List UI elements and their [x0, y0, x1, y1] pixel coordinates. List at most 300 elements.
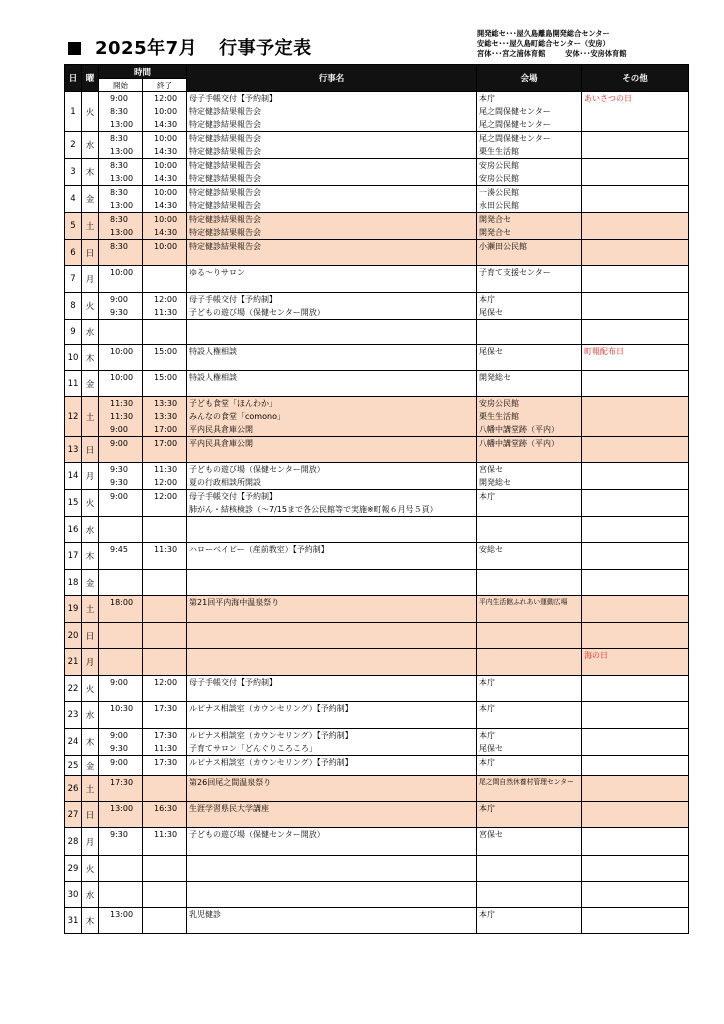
event-cell	[187, 756, 477, 776]
venue-cell-line: 本庁	[479, 678, 496, 687]
start-time-cell-line: 13:00	[110, 120, 134, 129]
event-cell	[187, 320, 477, 345]
start-time-cell	[99, 570, 143, 596]
start-time-cell-line: 9:00	[110, 439, 128, 448]
event-cell	[187, 132, 477, 159]
start-time-cell-line: 9:00	[110, 758, 128, 767]
event-cell	[187, 186, 477, 213]
venue-cell	[477, 240, 582, 266]
start-time-cell	[99, 240, 143, 266]
end-time-cell	[143, 856, 187, 882]
start-time-cell	[99, 676, 143, 702]
start-time-cell	[99, 623, 143, 649]
start-time-cell-line: 13:00	[110, 804, 134, 813]
end-time-cell-line: 12:00	[154, 94, 178, 103]
weekday-cell: 日	[82, 623, 99, 649]
start-time-cell	[99, 463, 143, 490]
end-time-cell	[143, 371, 187, 397]
start-time-cell-line: 13:00	[110, 174, 134, 183]
venue-cell	[477, 828, 582, 856]
weekday-cell: 水	[82, 320, 99, 345]
start-time-cell	[99, 159, 143, 186]
other-cell	[582, 266, 689, 293]
weekday-cell: 火	[82, 490, 99, 517]
start-time-cell	[99, 517, 143, 543]
end-time-cell	[143, 92, 187, 132]
start-time-cell	[99, 729, 143, 756]
black-square-icon	[68, 42, 81, 55]
header-other: その他	[582, 65, 689, 92]
start-time-cell-line: 11:30	[110, 399, 134, 408]
end-time-cell	[143, 623, 187, 649]
venue-cell-line: 尾保セ	[479, 308, 504, 317]
end-time-cell	[143, 345, 187, 371]
event-cell-line: 生涯学習県民大学講座	[189, 804, 270, 813]
end-time-cell	[143, 676, 187, 702]
day-cell: 24	[65, 729, 82, 756]
venue-cell	[477, 856, 582, 882]
table-row	[65, 320, 689, 345]
weekday-cell: 火	[82, 676, 99, 702]
start-time-cell	[99, 186, 143, 213]
weekday-cell: 火	[82, 92, 99, 132]
start-time-cell-line: 9:00	[110, 425, 128, 434]
weekday-cell: 水	[82, 882, 99, 908]
venue-cell	[477, 186, 582, 213]
venue-cell-line: 尾保セ	[479, 347, 504, 356]
legend-line	[477, 49, 626, 59]
event-cell-line: 子育てサロン「どんぐりころころ」	[189, 744, 318, 753]
end-time-cell	[143, 240, 187, 266]
start-time-cell-line: 9:00	[110, 731, 128, 740]
weekday-cell: 木	[82, 543, 99, 570]
venue-cell-line: 八幡中講堂跡（平内）	[479, 439, 560, 448]
start-time-cell-line: 11:30	[110, 412, 134, 421]
day-cell: 8	[65, 293, 82, 320]
end-time-cell	[143, 320, 187, 345]
schedule-table	[64, 64, 689, 934]
venue-cell	[477, 132, 582, 159]
end-time-cell	[143, 463, 187, 490]
end-time-cell-line: 10:00	[154, 161, 178, 170]
table-row	[65, 240, 689, 266]
start-time-cell	[99, 345, 143, 371]
end-time-cell-line: 17:30	[154, 731, 178, 740]
day-cell: 9	[65, 320, 82, 345]
end-time-cell-line: 14:30	[154, 201, 178, 210]
legend-item: 安体･･･安房体育館	[565, 49, 627, 58]
end-time-cell	[143, 828, 187, 856]
end-time-cell-line: 12:00	[154, 478, 178, 487]
start-time-cell-line: 9:30	[110, 744, 128, 753]
end-time-cell-line: 17:30	[154, 704, 178, 713]
event-cell-line: 子どもの遊び場（保健センター開放）	[189, 830, 325, 839]
end-time-cell-line: 10:00	[154, 134, 178, 143]
start-time-cell-line: 9:30	[110, 830, 128, 839]
start-time-cell	[99, 490, 143, 517]
event-cell	[187, 293, 477, 320]
other-cell	[582, 159, 689, 186]
end-time-cell	[143, 293, 187, 320]
start-time-cell	[99, 828, 143, 856]
table-row	[65, 702, 689, 729]
event-cell	[187, 92, 477, 132]
other-cell	[582, 213, 689, 240]
weekday-cell: 土	[82, 776, 99, 802]
start-time-cell-line: 9:00	[110, 94, 128, 103]
table-row	[65, 856, 689, 882]
venue-cell-line: 本庁	[479, 758, 496, 767]
event-cell-line: 特定健診結果報告会	[189, 215, 262, 224]
header-start: 開始	[99, 79, 143, 92]
other-cell	[582, 371, 689, 397]
event-cell	[187, 463, 477, 490]
event-cell	[187, 517, 477, 543]
venue-cell-line: 開発総セ	[479, 373, 512, 382]
event-cell-line: 特定健診結果報告会	[189, 134, 262, 143]
table-row	[65, 649, 689, 676]
other-cell	[582, 293, 689, 320]
start-time-cell	[99, 320, 143, 345]
event-cell-line: 特定健診結果報告会	[189, 147, 262, 156]
event-cell-line: ルピナス相談室（カウンセリング）【予約制】	[189, 758, 353, 767]
day-cell: 31	[65, 908, 82, 934]
event-cell-line: みんなの食堂「comono」	[189, 412, 285, 421]
start-time-cell-line: 13:00	[110, 910, 134, 919]
start-time-cell-line: 8:30	[110, 242, 128, 251]
end-time-cell-line: 17:00	[154, 425, 178, 434]
venue-cell-line: 栗生生活館	[479, 412, 520, 421]
event-cell	[187, 543, 477, 570]
venue-cell	[477, 570, 582, 596]
start-time-cell-line: 9:00	[110, 492, 128, 501]
weekday-cell: 土	[82, 596, 99, 623]
event-cell	[187, 345, 477, 371]
start-time-cell	[99, 596, 143, 623]
other-cell	[582, 776, 689, 802]
other-cell	[582, 437, 689, 463]
venue-cell-line: 開発合セ	[479, 228, 512, 237]
start-time-cell	[99, 649, 143, 676]
table-row	[65, 570, 689, 596]
weekday-cell: 月	[82, 649, 99, 676]
end-time-cell	[143, 266, 187, 293]
other-cell	[582, 756, 689, 776]
day-cell: 28	[65, 828, 82, 856]
start-time-cell	[99, 266, 143, 293]
venue-cell-line: 宮保セ	[479, 465, 504, 474]
venue-cell-line: 栗生生活館	[479, 147, 520, 156]
weekday-cell: 木	[82, 345, 99, 371]
venue-cell	[477, 266, 582, 293]
legend-line: 安総セ･･･屋久島町総合センター（安房）	[477, 39, 610, 48]
weekday-cell: 木	[82, 159, 99, 186]
event-cell-line: 第21回平内海中温泉祭り	[189, 598, 280, 607]
start-time-cell	[99, 437, 143, 463]
header-end: 終了	[143, 79, 187, 92]
day-cell: 6	[65, 240, 82, 266]
venue-cell-line: 開発合セ	[479, 215, 512, 224]
venue-cell	[477, 463, 582, 490]
end-time-cell	[143, 776, 187, 802]
start-time-cell	[99, 856, 143, 882]
event-cell-line: 乳児健診	[189, 910, 222, 919]
day-cell: 29	[65, 856, 82, 882]
start-time-cell	[99, 882, 143, 908]
venue-cell-line: 平内生活館ふれあい運動広場	[479, 598, 568, 606]
venue-cell	[477, 756, 582, 776]
day-cell: 21	[65, 649, 82, 676]
end-time-cell-line: 12:00	[154, 295, 178, 304]
venue-cell-line: 子育て支援センター	[479, 268, 551, 277]
event-cell-line: 特定健診結果報告会	[189, 228, 262, 237]
weekday-cell: 日	[82, 437, 99, 463]
other-cell	[582, 517, 689, 543]
end-time-cell	[143, 213, 187, 240]
start-time-cell-line: 18:00	[110, 598, 134, 607]
event-cell	[187, 856, 477, 882]
other-cell	[582, 908, 689, 934]
end-time-cell-line: 12:00	[154, 678, 178, 687]
event-cell-line: ゆる～りサロン	[189, 268, 246, 277]
end-time-cell-line: 10:00	[154, 107, 178, 116]
end-time-cell-line: 11:30	[154, 465, 178, 474]
other-cell	[582, 186, 689, 213]
start-time-cell-line: 8:30	[110, 215, 128, 224]
day-cell: 15	[65, 490, 82, 517]
weekday-cell: 木	[82, 729, 99, 756]
other-cell	[582, 240, 689, 266]
event-cell-line: 特定健診結果報告会	[189, 174, 262, 183]
table-row	[65, 345, 689, 371]
venue-cell	[477, 320, 582, 345]
other-cell	[582, 702, 689, 729]
venue-cell-line: 八幡中講堂跡（平内）	[479, 425, 560, 434]
venue-cell	[477, 213, 582, 240]
event-cell	[187, 397, 477, 437]
event-cell	[187, 623, 477, 649]
venue-cell-line: 尾之間保健センター	[479, 120, 551, 129]
other-cell	[582, 397, 689, 437]
start-time-cell-line: 9:30	[110, 308, 128, 317]
day-cell: 1	[65, 92, 82, 132]
event-cell	[187, 729, 477, 756]
weekday-cell: 水	[82, 517, 99, 543]
end-time-cell-line: 11:30	[154, 545, 178, 554]
end-time-cell	[143, 702, 187, 729]
day-cell: 17	[65, 543, 82, 570]
start-time-cell-line: 10:30	[110, 704, 134, 713]
end-time-cell-line: 10:00	[154, 215, 178, 224]
end-time-cell-line: 10:00	[154, 188, 178, 197]
header-time: 時間	[99, 65, 187, 79]
event-cell	[187, 802, 477, 828]
table-row	[65, 828, 689, 856]
weekday-cell: 水	[82, 132, 99, 159]
end-time-cell	[143, 517, 187, 543]
venue-cell	[477, 702, 582, 729]
weekday-cell: 金	[82, 570, 99, 596]
end-time-cell	[143, 908, 187, 934]
end-time-cell	[143, 729, 187, 756]
end-time-cell	[143, 186, 187, 213]
venue-cell-line: 本庁	[479, 492, 496, 501]
header-weekday: 曜	[82, 65, 99, 92]
day-cell: 23	[65, 702, 82, 729]
day-cell: 20	[65, 623, 82, 649]
other-cell	[582, 570, 689, 596]
table-row	[65, 266, 689, 293]
weekday-cell: 火	[82, 856, 99, 882]
end-time-cell	[143, 437, 187, 463]
start-time-cell-line: 13:00	[110, 201, 134, 210]
weekday-cell: 月	[82, 828, 99, 856]
weekday-cell: 月	[82, 266, 99, 293]
venue-cell	[477, 543, 582, 570]
event-cell	[187, 371, 477, 397]
venue-cell	[477, 623, 582, 649]
day-cell: 25	[65, 756, 82, 776]
weekday-cell: 金	[82, 371, 99, 397]
day-cell: 4	[65, 186, 82, 213]
start-time-cell	[99, 776, 143, 802]
end-time-cell-line: 14:30	[154, 147, 178, 156]
table-row	[65, 802, 689, 828]
event-cell-line: ハローベイビー（産前教室）【予約制】	[189, 545, 329, 554]
event-cell-line: 特定健診結果報告会	[189, 107, 262, 116]
event-cell-line: 特設人権相談	[189, 373, 238, 382]
title-month: 2025年7月	[95, 38, 198, 59]
event-cell	[187, 490, 477, 517]
day-cell: 14	[65, 463, 82, 490]
table-row	[65, 371, 689, 397]
table-row	[65, 882, 689, 908]
venue-cell	[477, 596, 582, 623]
start-time-cell	[99, 92, 143, 132]
weekday-cell: 月	[82, 463, 99, 490]
venue-cell-line: 本庁	[479, 910, 496, 919]
event-cell	[187, 828, 477, 856]
header-venue: 会場	[477, 65, 582, 92]
table-row	[65, 908, 689, 934]
start-time-cell	[99, 702, 143, 729]
day-cell: 12	[65, 397, 82, 437]
venue-cell	[477, 345, 582, 371]
event-cell-line: 特設人権相談	[189, 347, 238, 356]
end-time-cell-line: 12:00	[154, 492, 178, 501]
start-time-cell	[99, 132, 143, 159]
venue-cell-line: 本庁	[479, 804, 496, 813]
venue-cell-line: 本庁	[479, 94, 496, 103]
venue-cell-line: 一湊公民館	[479, 188, 520, 197]
end-time-cell	[143, 132, 187, 159]
start-time-cell	[99, 371, 143, 397]
event-cell	[187, 266, 477, 293]
end-time-cell-line: 11:30	[154, 308, 178, 317]
venue-cell	[477, 908, 582, 934]
event-cell	[187, 437, 477, 463]
other-cell	[582, 463, 689, 490]
end-time-cell	[143, 802, 187, 828]
event-cell-line: 母子手帳交付【予約制】	[189, 94, 278, 103]
table-row	[65, 596, 689, 623]
day-cell: 10	[65, 345, 82, 371]
event-cell-line: 母子手帳交付【予約制】	[189, 295, 278, 304]
other-cell	[582, 649, 689, 676]
table-row	[65, 776, 689, 802]
event-cell-line: 特定健診結果報告会	[189, 161, 262, 170]
end-time-cell-line: 13:30	[154, 412, 178, 421]
start-time-cell-line: 10:00	[110, 373, 134, 382]
day-cell: 5	[65, 213, 82, 240]
weekday-cell: 火	[82, 293, 99, 320]
end-time-cell-line: 11:30	[154, 744, 178, 753]
day-cell: 7	[65, 266, 82, 293]
event-cell	[187, 649, 477, 676]
venue-cell	[477, 92, 582, 132]
venue-cell-line: 安房公民館	[479, 161, 520, 170]
start-time-cell-line: 8:30	[110, 107, 128, 116]
weekday-cell: 金	[82, 186, 99, 213]
end-time-cell	[143, 570, 187, 596]
start-time-cell-line: 10:00	[110, 347, 134, 356]
start-time-cell-line: 9:30	[110, 465, 128, 474]
event-cell	[187, 882, 477, 908]
table-row	[65, 463, 689, 490]
venue-cell	[477, 437, 582, 463]
table-row	[65, 397, 689, 437]
table-row	[65, 132, 689, 159]
other-cell	[582, 729, 689, 756]
table-row	[65, 293, 689, 320]
event-cell	[187, 702, 477, 729]
event-cell-line: 特定健診結果報告会	[189, 242, 262, 251]
start-time-cell	[99, 213, 143, 240]
other-cell	[582, 623, 689, 649]
venue-cell-line: 本庁	[479, 295, 496, 304]
table-row	[65, 623, 689, 649]
event-cell-line: 子どもの遊び場（保健センター開放）	[189, 308, 325, 317]
end-time-cell-line: 16:30	[154, 804, 178, 813]
other-cell	[582, 802, 689, 828]
venue-cell-line: 尾之間保健センター	[479, 107, 551, 116]
schedule-body	[65, 92, 689, 934]
venue-cell-line: 開発総セ	[479, 478, 512, 487]
start-time-cell-line: 10:00	[110, 268, 134, 277]
venue-cell-line: 尾之間保健センター	[479, 134, 551, 143]
event-cell-line: 肺がん・結核検診（～7/15まで各公民館等で実施※町報６月号５頁）	[189, 505, 438, 514]
venue-cell	[477, 729, 582, 756]
other-cell	[582, 345, 689, 371]
weekday-cell: 木	[82, 908, 99, 934]
venue-cell	[477, 517, 582, 543]
table-row	[65, 543, 689, 570]
day-cell: 27	[65, 802, 82, 828]
table-row	[65, 186, 689, 213]
venue-cell	[477, 293, 582, 320]
other-cell	[582, 92, 689, 132]
venue-cell	[477, 802, 582, 828]
start-time-cell	[99, 397, 143, 437]
end-time-cell	[143, 756, 187, 776]
venue-cell-line: 安房公民館	[479, 174, 520, 183]
venue-cell	[477, 882, 582, 908]
venue-cell-line: 永田公民館	[479, 201, 520, 210]
weekday-cell: 土	[82, 397, 99, 437]
day-cell: 16	[65, 517, 82, 543]
other-cell	[582, 596, 689, 623]
day-cell: 13	[65, 437, 82, 463]
